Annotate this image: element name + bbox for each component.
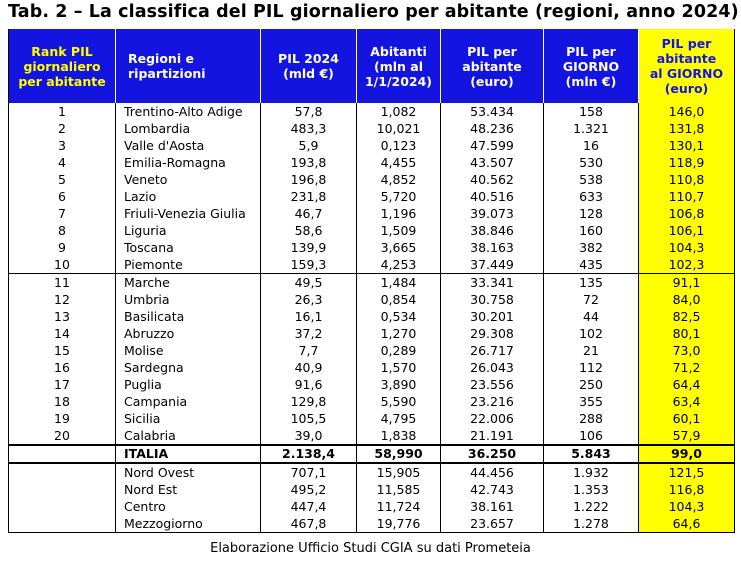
- cell-pil-per-abitante: 40.516: [441, 188, 544, 205]
- cell-pil-per-giorno: 355: [544, 393, 639, 410]
- table-row: [9, 137, 735, 154]
- table-row: [9, 154, 735, 171]
- table-row: [9, 308, 735, 325]
- cell-pil: 57,8: [261, 103, 357, 120]
- table-row: [9, 120, 735, 137]
- cell-pil-per-abitante: 43.507: [441, 154, 544, 171]
- cell-abitanti: 0,534: [357, 308, 441, 325]
- cell-pil-per-giorno: 158: [544, 103, 639, 120]
- cell-region: Molise: [116, 342, 261, 359]
- table-row: [9, 515, 735, 533]
- table-row: [9, 393, 735, 410]
- cell-pil: 26,3: [261, 291, 357, 308]
- cell-pil-abitante-giorno: 80,1: [639, 325, 735, 342]
- cell-pil-per-giorno: 633: [544, 188, 639, 205]
- cell-pil-per-abitante: 37.449: [441, 256, 544, 274]
- cell-region: ITALIA: [116, 445, 261, 463]
- cell-region: Valle d'Aosta: [116, 137, 261, 154]
- cell-rank: [9, 445, 116, 463]
- cell-pil: 105,5: [261, 410, 357, 427]
- cell-pil-abitante-giorno: 121,5: [639, 463, 735, 481]
- cell-pil-abitante-giorno: 64,4: [639, 376, 735, 393]
- cell-abitanti: 3,665: [357, 239, 441, 256]
- header-pil-per-giorno: PIL per GIORNO (mln €): [544, 29, 639, 103]
- cell-abitanti: 1,838: [357, 427, 441, 445]
- cell-pil-per-giorno: 128: [544, 205, 639, 222]
- cell-pil-per-abitante: 30.758: [441, 291, 544, 308]
- cell-pil-per-abitante: 44.456: [441, 463, 544, 481]
- cell-region: Campania: [116, 393, 261, 410]
- cell-pil-per-giorno: 250: [544, 376, 639, 393]
- cell-pil: 16,1: [261, 308, 357, 325]
- cell-abitanti: 10,021: [357, 120, 441, 137]
- cell-pil-per-giorno: 1.321: [544, 120, 639, 137]
- cell-pil-per-abitante: 21.191: [441, 427, 544, 445]
- cell-region: Nord Ovest: [116, 463, 261, 481]
- table-row: [9, 410, 735, 427]
- cell-pil-per-abitante: 38.161: [441, 498, 544, 515]
- cell-rank: 14: [54, 325, 70, 341]
- cell-rank: 19: [54, 410, 70, 426]
- cell-region: Friuli-Venezia Giulia: [116, 205, 261, 222]
- cell-pil-per-abitante: 30.201: [441, 308, 544, 325]
- table-row: [9, 498, 735, 515]
- cell-pil-abitante-giorno: 106,1: [639, 222, 735, 239]
- cell-pil-per-abitante: 26.717: [441, 342, 544, 359]
- cell-abitanti: 0,289: [357, 342, 441, 359]
- cell-pil-per-giorno: 1.353: [544, 481, 639, 498]
- cell-region: Toscana: [116, 239, 261, 256]
- cell-pil-per-abitante: 23.216: [441, 393, 544, 410]
- cell-pil-abitante-giorno: 146,0: [639, 103, 735, 120]
- cell-pil: 231,8: [261, 188, 357, 205]
- cell-rank: 13: [54, 308, 70, 324]
- cell-pil: 129,8: [261, 393, 357, 410]
- cell-pil: 495,2: [261, 481, 357, 498]
- cell-rank: 1: [58, 103, 66, 119]
- cell-abitanti: 1,509: [357, 222, 441, 239]
- table-row: [9, 427, 735, 445]
- cell-pil-per-giorno: 160: [544, 222, 639, 239]
- cell-pil-abitante-giorno: 73,0: [639, 342, 735, 359]
- cell-rank: 7: [58, 205, 66, 221]
- cell-pil-abitante-giorno: 118,9: [639, 154, 735, 171]
- cell-pil-per-abitante: 39.073: [441, 205, 544, 222]
- cell-rank: 16: [54, 359, 70, 375]
- cell-pil-per-giorno: 112: [544, 359, 639, 376]
- cell-pil-per-abitante: 23.556: [441, 376, 544, 393]
- cell-rank: 8: [58, 222, 66, 238]
- cell-rank: [9, 463, 116, 481]
- cell-pil-per-giorno: 382: [544, 239, 639, 256]
- cell-pil-per-giorno: 288: [544, 410, 639, 427]
- cell-rank: 9: [58, 239, 66, 255]
- cell-abitanti: 15,905: [357, 463, 441, 481]
- table-row: [9, 376, 735, 393]
- cell-pil-abitante-giorno: 104,3: [639, 498, 735, 515]
- header-pil: PIL 2024 (mld €): [261, 29, 357, 103]
- cell-pil-abitante-giorno: 110,8: [639, 171, 735, 188]
- table-row: [9, 342, 735, 359]
- cell-region: Mezzogiorno: [116, 515, 261, 533]
- cell-rank: 10: [54, 256, 70, 272]
- cell-pil: 37,2: [261, 325, 357, 342]
- cell-pil-abitante-giorno: 71,2: [639, 359, 735, 376]
- source-note: Elaborazione Ufficio Studi CGIA su dati Prometeia: [210, 541, 531, 556]
- cell-rank: [9, 498, 116, 515]
- cell-pil-per-abitante: 29.308: [441, 325, 544, 342]
- gdp-table-container: [8, 29, 734, 533]
- cell-pil-abitante-giorno: 91,1: [639, 274, 735, 292]
- cell-pil-per-abitante: 22.006: [441, 410, 544, 427]
- cell-rank: 12: [54, 291, 70, 307]
- cell-pil: 467,8: [261, 515, 357, 533]
- cell-rank: 3: [58, 137, 66, 153]
- cell-abitanti: 1,570: [357, 359, 441, 376]
- cell-pil: 447,4: [261, 498, 357, 515]
- cell-pil-per-giorno: 435: [544, 256, 639, 274]
- cell-rank: 18: [54, 393, 70, 409]
- table-row: [9, 445, 735, 463]
- cell-abitanti: 0,123: [357, 137, 441, 154]
- cell-region: Veneto: [116, 171, 261, 188]
- cell-rank: 15: [54, 342, 70, 358]
- table-body: [9, 103, 735, 533]
- cell-pil-abitante-giorno: 82,5: [639, 308, 735, 325]
- cell-region: Calabria: [116, 427, 261, 445]
- cell-rank: 6: [58, 188, 66, 204]
- cell-pil: 2.138,4: [261, 445, 357, 463]
- cell-pil-abitante-giorno: 102,3: [639, 256, 735, 274]
- table-row: [9, 481, 735, 498]
- table-row: [9, 222, 735, 239]
- cell-pil-per-abitante: 47.599: [441, 137, 544, 154]
- cell-pil-abitante-giorno: 131,8: [639, 120, 735, 137]
- cell-region: Lombardia: [116, 120, 261, 137]
- cell-pil-abitante-giorno: 57,9: [639, 427, 735, 445]
- cell-pil-per-giorno: 21: [544, 342, 639, 359]
- cell-rank: [9, 515, 116, 533]
- table-row: [9, 256, 735, 274]
- cell-abitanti: 11,724: [357, 498, 441, 515]
- cell-abitanti: 11,585: [357, 481, 441, 498]
- cell-pil-per-giorno: 44: [544, 308, 639, 325]
- cell-abitanti: 4,253: [357, 256, 441, 274]
- cell-region: Abruzzo: [116, 325, 261, 342]
- cell-abitanti: 1,270: [357, 325, 441, 342]
- cell-pil: 58,6: [261, 222, 357, 239]
- table-row: [9, 274, 735, 292]
- header-regioni: Regioni e ripartizioni: [116, 29, 261, 103]
- table-row: [9, 463, 735, 481]
- table-row: [9, 171, 735, 188]
- cell-pil-per-giorno: 106: [544, 427, 639, 445]
- cell-rank: 20: [54, 427, 70, 443]
- cell-region: Marche: [116, 274, 261, 292]
- cell-pil-per-giorno: 135: [544, 274, 639, 292]
- cell-pil-per-abitante: 53.434: [441, 103, 544, 120]
- cell-rank: [9, 481, 116, 498]
- cell-pil-abitante-giorno: 60,1: [639, 410, 735, 427]
- cell-pil-per-giorno: 72: [544, 291, 639, 308]
- cell-region: Centro: [116, 498, 261, 515]
- cell-abitanti: 4,795: [357, 410, 441, 427]
- cell-region: Basilicata: [116, 308, 261, 325]
- table-row: [9, 291, 735, 308]
- cell-pil: 39,0: [261, 427, 357, 445]
- cell-pil-abitante-giorno: 99,0: [639, 445, 735, 463]
- cell-pil-per-abitante: 23.657: [441, 515, 544, 533]
- cell-pil: 707,1: [261, 463, 357, 481]
- cell-pil: 40,9: [261, 359, 357, 376]
- cell-rank: 17: [54, 376, 70, 392]
- cell-rank: 2: [58, 120, 66, 136]
- cell-abitanti: 19,776: [357, 515, 441, 533]
- cell-rank: 4: [58, 154, 66, 170]
- cell-region: Sicilia: [116, 410, 261, 427]
- table-row: [9, 325, 735, 342]
- cell-pil-per-abitante: 38.846: [441, 222, 544, 239]
- cell-pil-per-giorno: 16: [544, 137, 639, 154]
- cell-pil-per-abitante: 48.236: [441, 120, 544, 137]
- cell-abitanti: 1,196: [357, 205, 441, 222]
- gdp-table: [8, 29, 735, 533]
- cell-pil-per-abitante: 36.250: [441, 445, 544, 463]
- table-title: Tab. 2 – La classifica del PIL giornaliero per abitante (regioni, anno 2024): [8, 2, 739, 22]
- cell-pil-abitante-giorno: 110,7: [639, 188, 735, 205]
- cell-pil-per-abitante: 38.163: [441, 239, 544, 256]
- cell-region: Puglia: [116, 376, 261, 393]
- cell-pil: 159,3: [261, 256, 357, 274]
- cell-abitanti: 1,484: [357, 274, 441, 292]
- table-row: [9, 188, 735, 205]
- cell-abitanti: 3,890: [357, 376, 441, 393]
- cell-pil-per-abitante: 26.043: [441, 359, 544, 376]
- header-pil-per-abitante: PIL per abitante (euro): [441, 29, 544, 103]
- cell-abitanti: 4,455: [357, 154, 441, 171]
- cell-pil-per-abitante: 33.341: [441, 274, 544, 292]
- cell-region: Piemonte: [116, 256, 261, 274]
- cell-pil: 196,8: [261, 171, 357, 188]
- table-header: [9, 29, 735, 103]
- table-row: [9, 359, 735, 376]
- cell-region: Trentino-Alto Adige: [116, 103, 261, 120]
- cell-pil-abitante-giorno: 130,1: [639, 137, 735, 154]
- cell-pil: 5,9: [261, 137, 357, 154]
- cell-pil-per-giorno: 1.932: [544, 463, 639, 481]
- cell-region: Liguria: [116, 222, 261, 239]
- cell-abitanti: 5,590: [357, 393, 441, 410]
- cell-rank: 11: [9, 274, 116, 292]
- table-row: [9, 205, 735, 222]
- cell-pil-abitante-giorno: 63,4: [639, 393, 735, 410]
- cell-pil: 7,7: [261, 342, 357, 359]
- cell-pil-per-giorno: 538: [544, 171, 639, 188]
- cell-pil: 46,7: [261, 205, 357, 222]
- cell-pil: 49,5: [261, 274, 357, 292]
- header-abitanti: Abitanti (mln al 1/1/2024): [357, 29, 441, 103]
- cell-pil-per-giorno: 1.278: [544, 515, 639, 533]
- cell-abitanti: 1,082: [357, 103, 441, 120]
- cell-abitanti: 5,720: [357, 188, 441, 205]
- table-row: [9, 103, 735, 120]
- cell-region: Sardegna: [116, 359, 261, 376]
- cell-pil-per-giorno: 5.843: [544, 445, 639, 463]
- cell-pil-abitante-giorno: 64,6: [639, 515, 735, 533]
- cell-pil-per-giorno: 1.222: [544, 498, 639, 515]
- cell-pil: 91,6: [261, 376, 357, 393]
- cell-pil-abitante-giorno: 116,8: [639, 481, 735, 498]
- cell-abitanti: 4,852: [357, 171, 441, 188]
- header-pil-abitante-giorno: PIL per abitante al GIORNO (euro): [639, 29, 735, 103]
- cell-region: Emilia-Romagna: [116, 154, 261, 171]
- cell-pil-abitante-giorno: 106,8: [639, 205, 735, 222]
- cell-abitanti: 58,990: [357, 445, 441, 463]
- cell-rank: 5: [58, 171, 66, 187]
- cell-pil-abitante-giorno: 84,0: [639, 291, 735, 308]
- cell-pil-abitante-giorno: 104,3: [639, 239, 735, 256]
- cell-pil-per-giorno: 102: [544, 325, 639, 342]
- table-row: [9, 239, 735, 256]
- cell-abitanti: 0,854: [357, 291, 441, 308]
- cell-pil-per-abitante: 42.743: [441, 481, 544, 498]
- cell-pil: 193,8: [261, 154, 357, 171]
- cell-pil-per-abitante: 40.562: [441, 171, 544, 188]
- cell-region: Nord Est: [116, 481, 261, 498]
- cell-pil: 139,9: [261, 239, 357, 256]
- cell-region: Lazio: [116, 188, 261, 205]
- cell-pil-per-giorno: 530: [544, 154, 639, 171]
- cell-region: Umbria: [116, 291, 261, 308]
- header-rank: Rank PIL giornaliero per abitante: [9, 29, 116, 103]
- cell-pil: 483,3: [261, 120, 357, 137]
